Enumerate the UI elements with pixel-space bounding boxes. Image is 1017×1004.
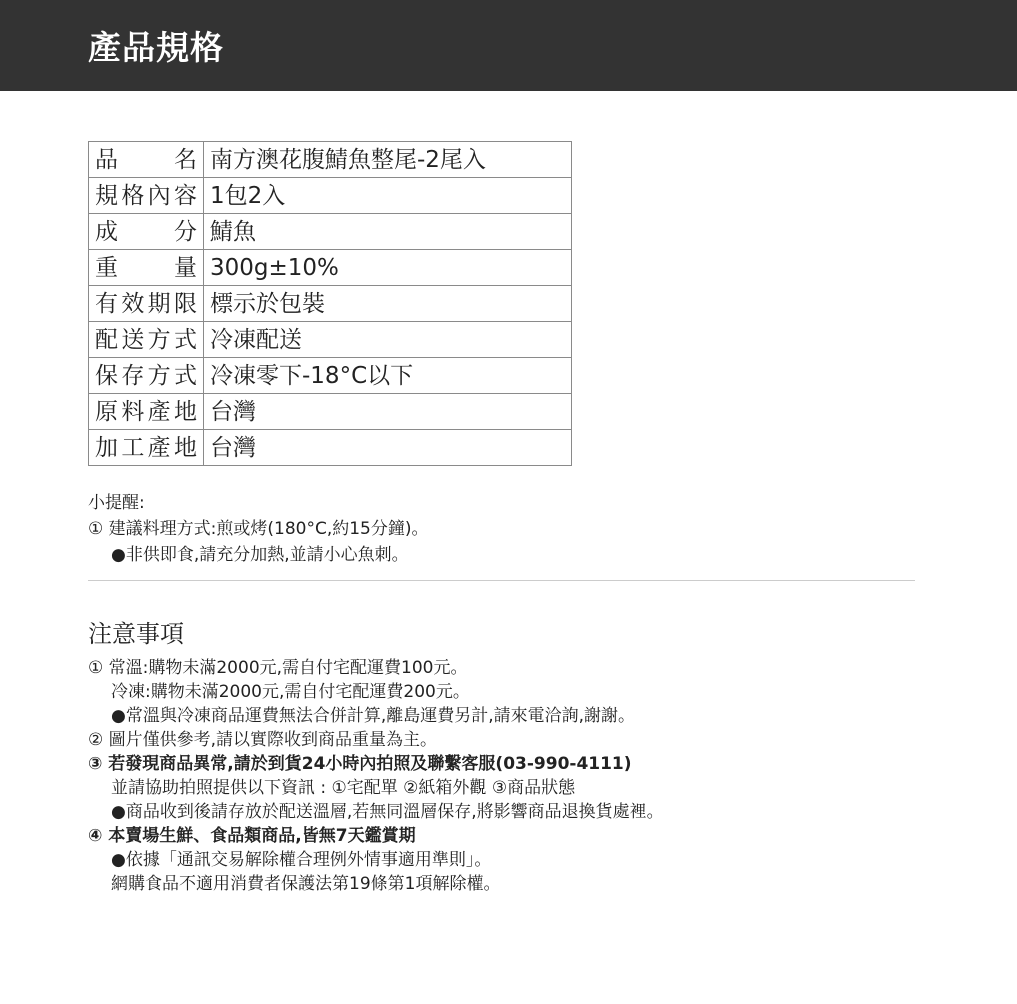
spec-value: 台灣 — [204, 430, 572, 466]
spec-label: 規格內容 — [89, 178, 204, 214]
spec-value: 標示於包裝 — [204, 286, 572, 322]
note-line: ③ 若發現商品異常,請於到貨24小時內拍照及聯繫客服(03-990-4111) — [88, 754, 632, 774]
note-line: 並請協助拍照提供以下資訊 : ①宅配單 ②紙箱外觀 ③商品狀態 — [111, 778, 576, 798]
reminder-line: ●非供即食,請充分加熱,並請小心魚刺。 — [111, 545, 409, 565]
header-bar — [0, 0, 1017, 91]
spec-label: 加工產地 — [89, 430, 204, 466]
note-line: ●常溫與冷凍商品運費無法合併計算,離島運費另計,請來電洽詢,謝謝。 — [111, 706, 636, 726]
note-line: ●商品收到後請存放於配送溫層,若無同溫層保存,將影響商品退換貨處裡。 — [111, 802, 664, 822]
table-row — [89, 322, 572, 358]
reminder-line: ① 建議料理方式:煎或烤(180°C,約15分鐘)。 — [88, 519, 429, 539]
table-row — [89, 358, 572, 394]
table-row — [89, 250, 572, 286]
table-row — [89, 394, 572, 430]
spec-table — [88, 141, 572, 466]
reminder-section — [88, 490, 429, 568]
table-row — [89, 214, 572, 250]
table-row — [89, 178, 572, 214]
notes-title: 注意事項 — [88, 620, 184, 648]
table-row — [89, 430, 572, 466]
section-divider — [88, 580, 915, 581]
spec-label: 有效期限 — [89, 286, 204, 322]
note-line: 冷凍:購物未滿2000元,需自付宅配運費200元。 — [111, 682, 470, 702]
note-line: ② 圖片僅供參考,請以實際收到商品重量為主。 — [88, 730, 438, 750]
spec-label: 成分 — [89, 214, 204, 250]
spec-label: 保存方式 — [89, 358, 204, 394]
spec-value: 冷凍配送 — [204, 322, 572, 358]
spec-value: 南方澳花腹鯖魚整尾-2尾入 — [204, 142, 572, 178]
spec-label: 品名 — [89, 142, 204, 178]
spec-label: 重量 — [89, 250, 204, 286]
note-line: ●依據「通訊交易解除權合理例外情事適用準則」。 — [111, 850, 492, 870]
note-line: ① 常溫:購物未滿2000元,需自付宅配運費100元。 — [88, 658, 468, 678]
table-row — [89, 286, 572, 322]
spec-value: 鯖魚 — [204, 214, 572, 250]
spec-value: 300g±10% — [204, 250, 572, 286]
spec-value: 1包2入 — [204, 178, 572, 214]
notes-list — [88, 656, 664, 896]
spec-value: 冷凍零下-18°C以下 — [204, 358, 572, 394]
note-line: ④ 本賣場生鮮、食品類商品,皆無7天鑑賞期 — [88, 826, 416, 846]
note-line: 網購食品不適用消費者保護法第19條第1項解除權。 — [111, 874, 501, 894]
table-row — [89, 142, 572, 178]
spec-value: 台灣 — [204, 394, 572, 430]
reminder-title: 小提醒: — [88, 493, 145, 513]
spec-label: 配送方式 — [89, 322, 204, 358]
page-title: 產品規格 — [88, 28, 224, 67]
spec-label: 原料產地 — [89, 394, 204, 430]
